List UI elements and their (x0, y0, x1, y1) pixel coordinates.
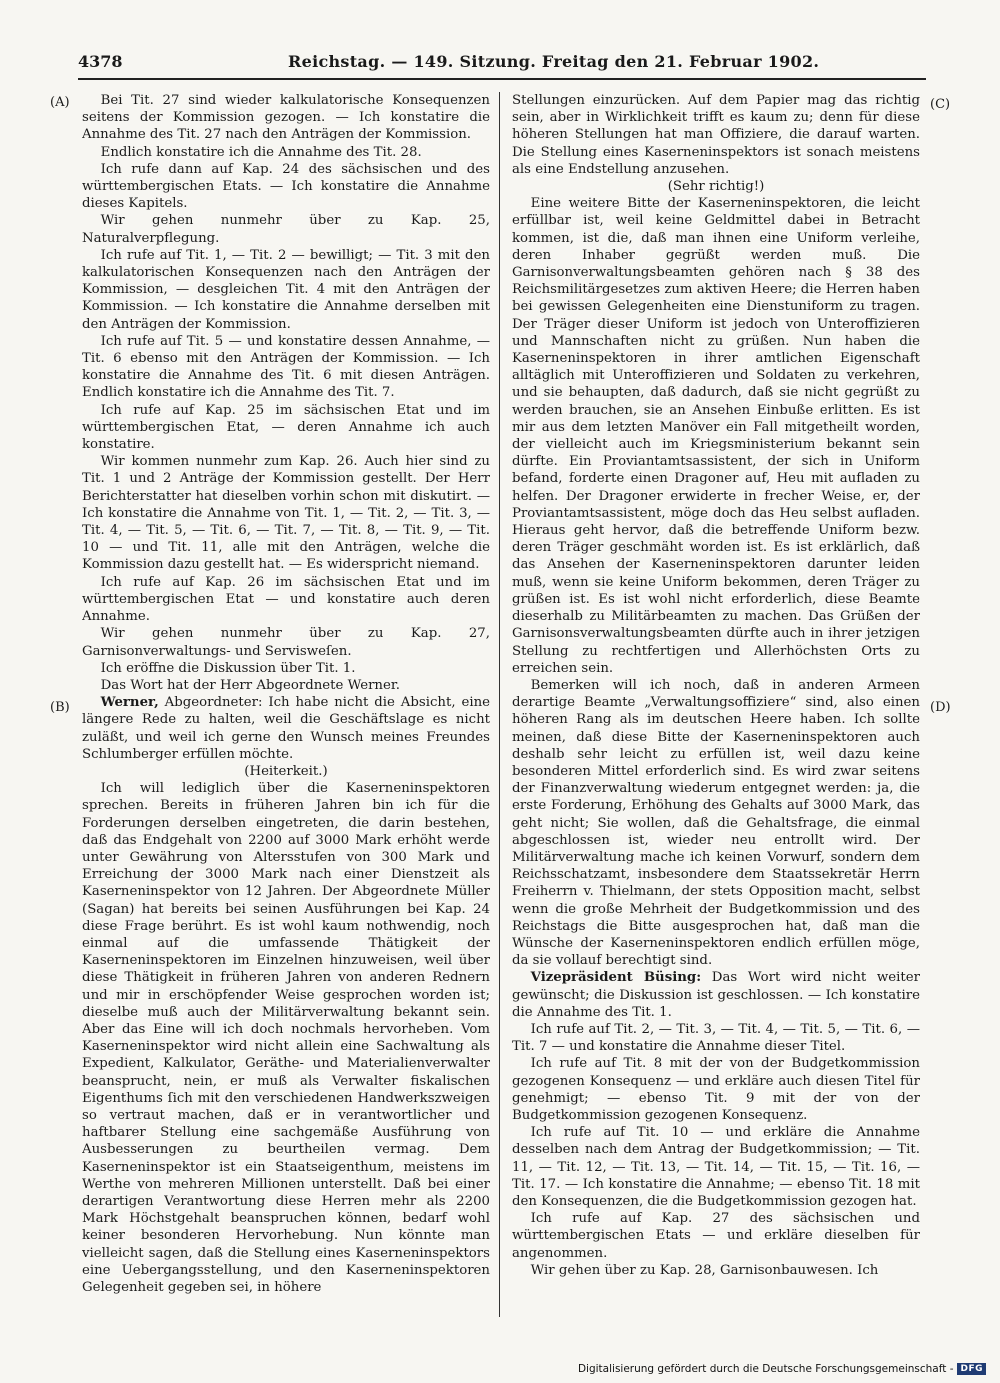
paragraph: Wir gehen nunmehr über zu Kap. 27, Garnisonverwaltungs- und Servisweſen. (82, 626, 490, 659)
page-number: 4378 (78, 52, 123, 71)
vice-president-statement (512, 969, 920, 1021)
paragraph: Das Wort hat der Herr Abgeordnete Werner. (100, 677, 400, 693)
speech-opening: Abgeordneter: Ich habe nicht die Absicht, eine längere Rede zu halten, weil die Geschäftslage es nicht zuläßt, und weil ich gerne den Wunsch meines Freundes Schlumberger erfüllen möchte. (82, 695, 490, 762)
paragraph: Wir gehen über zu Kap. 28, Garnisonbauwesen. Ich (530, 1262, 879, 1278)
paragraph: Ich rufe auf Tit. 5 — und konstatire dessen Annahme, — Tit. 6 ebenso mit den Anträgen der Kommission. — Ich konstatire die Annahme des Tit. 6 mit diesen Anträgen. Endlich konstatire ich die Annahme des Tit. 7. (82, 333, 490, 401)
speech-intro (82, 694, 490, 763)
margin-mark-a: (A) (50, 95, 70, 110)
paragraph: Ich rufe auf Kap. 26 im sächsischen Etat und im württembergischen Etat — und konstatire auch deren Annahme. (82, 574, 490, 625)
paragraph: Ich rufe auf Tit. 2, — Tit. 3, — Tit. 4, — Tit. 5, — Tit. 6, — Tit. 7 — und konstatire die Annahme dieser Titel. (512, 1021, 920, 1055)
paragraph: Stellungen einzurücken. Auf dem Papier mag das richtig sein, aber in Wirklichkeit trifft es kaum zu; denn für diese höheren Stellungen hat man Offiziere, die darauf warten. Die Stellung eines Kaserneninspektors ist sonach meistens als eine Endstellung anzusehen. (512, 93, 920, 177)
margin-mark-d: (D) (930, 700, 951, 715)
paragraph: Ich rufe auf Kap. 25 im sächsischen Etat und im württembergischen Etat, — deren Annahme ich auch konstatire. (82, 402, 490, 453)
interjection: (Heiterkeit.) (244, 763, 328, 779)
right-column (512, 92, 920, 1317)
margin-mark-b: (B) (50, 700, 70, 715)
speaker-name: Vizepräsident Büsing: (530, 970, 702, 986)
paragraph: Ich rufe auf Tit. 8 mit der von der Budgetkommission gezogenen Konsequenz — und erkläre auch diesen Titel für genehmigt; — ebenso Tit. 9 mit der von der Budgetkommission gezogenen Konsequenz. (512, 1056, 920, 1123)
paragraph: Bei Tit. 27 sind wieder kalkulatorische Konsequenzen seitens der Kommission gezogen. — Ich konstatire die Annahme des Tit. 27 nach den Anträgen der Kommission. (82, 93, 490, 143)
paragraph: Eine weitere Bitte der Kaserneninspektoren, die leicht erfüllbar ist, weil keine Geldmittel dabei in Betracht kommen, ist die, daß man ihnen eine Uniform verleihe, deren Inhaber gegrüßt werden muß. Die Garnisonverwaltungsbeamten gehören nach § 38 des Reichsmilitärgesetzes zum aktiven Heere; die Herren haben bei gewissen Gelegenheiten eine Dienstuniform zu tragen. Der Träger dieser Uniform ist jedoch von Unteroffizieren und Mannschaften nicht zu grüßen. Nun haben die Kaserneninspektoren in ihrer amtlichen Eigenschaft alltäglich mit Unteroffizieren und Soldaten zu verkehren, und sie behaupten, daß dadurch, daß sie nicht gegrüßt zu werden brauchen, sie an Ansehen Einbuße erlitten. Es ist mir aus dem letzten Manöver ein Fall mitgetheilt worden, der vielleicht auch im Kriegsministerium bekannt sein dürfte. Ein Proviantamtsassistent, der sich in Uniform befand, forderte einen Dragoner auf, Heu mit aufladen zu helfen. Der Dragoner erwiderte in frecher Weise, er, der Proviantamtsassistent, möge doch das Heu selbst aufladen. Hieraus geht hervor, daß die betreffende Uniform bezw. deren Träger geschmäht worden ist. Es ist erklärlich, daß das Ansehen der Kaserneninspektoren darunter leiden muß, wenn sie keine Uniform bekommen, deren Träger zu grüßen ist. Es ist wohl nicht erforderlich, diese Beamte dieserhalb zu Militärbeamten zu machen. Das Grüßen der Garnisonsverwaltungsbeamten dürfte auch in ihrer jetzigen Stellung zu rechtfertigen und Allerhöchsten Orts zu erreichen sein. (512, 196, 920, 676)
dfg-logo: DFG (957, 1363, 986, 1375)
margin-mark-c: (C) (930, 97, 951, 112)
speaker-name: Werner, (100, 695, 159, 711)
speech-body: Ich will lediglich über die Kaserneninspektoren sprechen. Bereits in früheren Jahren bin ich für die Forderungen derselben eingetreten, die darin bestehen, daß das Endgehalt von 2200 auf 3000 Mark erhöht werde unter Gewährung von Altersstufen von 300 Mark und Erreichung der 3000 Mark nach einer Dienstzeit als Kaserneninspektor von 12 Jahren. Der Abgeordnete Müller (Sagan) hat bereits bei seinen Ausführungen bei Kap. 24 diese Frage berührt. Es ist wohl kaum nothwendig, noch einmal auf die umfassende Thätigkeit der Kaserneninspektoren im Einzelnen hinzuweisen, weil über diese Thätigkeit in früheren Jahren von anderen Rednern und mir in erschöpfender Weise gesprochen worden ist; dieselbe muß auch der Militärverwaltung bekannt sein. Aber das Eine will ich doch nochmals hervorheben. Vom Kaserneninspektor wird nicht allein eine Sachwaltung als Expedient, Kalkulator, Geräthe- und Materialienverwalter beansprucht, nein, er muß als Verwalter fiskalischen Eigenthums ſich mit den verschiedenen Handwerkszweigen so vertraut machen, daß er in verantwortlicher und haftbarer Stellung eine sachgemäße Ausführung von Ausbesserungen zu beurtheilen vermag. Dem Kaserneninspektor ist ein Staatseigenthum, meistens im Werthe von mehreren Millionen unterstellt. Daß bei einer derartigen Verantwortung diese Herren mehr als 2200 Mark Höchstgehalt beanspruchen können, bedarf wohl keiner besonderen Hervorhebung. Nun könnte man vielleicht sagen, daß die Stellung eines Kaserneninspektors eine Uebergangsstellung, und den Kaserneninspektoren Gelegenheit gegeben sei, in höhere (82, 781, 490, 1296)
paragraph: Ich rufe auf Kap. 27 des sächsischen und württembergischen Etats — und erkläre dieselben für angenommen. (512, 1211, 920, 1261)
paragraph: Wir gehen nunmehr über zu Kap. 25, Naturalverpflegung. (82, 213, 490, 246)
statement-text: Das Wort wird nicht weiter gewünscht; die Diskussion ist geschlossen. — Ich konstatire die Annahme des Tit. 1. (512, 970, 920, 1020)
paragraph: Ich rufe auf Tit. 10 — und erkläre die Annahme desselben nach dem Antrag der Budgetkommission; — Tit. 11, — Tit. 12, — Tit. 13, — Tit. 14, — Tit. 15, — Tit. 16, — Tit. 17. — Ich konstatire die Annahme; — ebenso Tit. 18 mit den Konsequenzen, die die Budgetkommission gezogen hat. (512, 1125, 920, 1209)
footer-credit (578, 1363, 986, 1375)
paragraph: Endlich konstatire ich die Annahme des Tit. 28. (100, 144, 422, 160)
interjection: (Sehr richtig!) (667, 179, 765, 195)
footer-text: Digitalisierung gefördert durch die Deutsche Forschungsgemeinschaft - (577, 1363, 954, 1375)
paragraph: Bemerken will ich noch, daß in anderen Armeen derartige Beamte „Verwaltungsoffiziere“ sind, also einen höheren Rang als im deutschen Heere haben. Ich sollte meinen, daß diese Bitte der Kaserneninspektoren auch deshalb sehr leicht zu erfüllen ist, weil dazu keine besonderen Mittel erforderlich sind. Es wird zwar seitens der Finanzverwaltung wiederum entgegnet werden: ja, die erste Forderung, Erhöhung des Gehalts auf 3000 Mark, das geht nicht; Sie wollen, daß die Gehaltsfrage, die einmal abgeschlossen ist, wieder neu entrollt wird. Der Militärverwaltung mache ich keinen Vorwurf, sondern dem Reichsschatzamt, insbesondere dem Staatssekretär Herrn Freiherrn v. Thielmann, der stets Opposition macht, selbst wenn die große Mehrheit der Budgetkommission und des Reichstags die Bitte ausgesprochen hat, daß man die Wünsche der Kaserneninspektoren endlich erfüllen möge, da sie vollauf berechtigt sind. (512, 677, 920, 969)
running-head: Reichstag. — 149. Sitzung. Freitag den 21. Februar 1902. (288, 52, 820, 71)
paragraph: Ich eröffne die Diskussion über Tit. 1. (100, 660, 356, 676)
paragraph: Ich rufe auf Tit. 1, — Tit. 2 — bewilligt; — Tit. 3 mit den kalkulatorischen Konsequenzen nach den Anträgen der Kommission, — desgleichen Tit. 4 mit den Anträgen der Kommission. — Ich konstatire die Annahme derselben mit den Anträgen der Kommission. (82, 247, 490, 332)
paragraph: Wir kommen nunmehr zum Kap. 26. Auch hier sind zu Tit. 1 und 2 Anträge der Kommission gestellt. Der Herr Berichterstatter hat dieselben vorhin schon mit diskutirt. — Ich konstatire die Annahme von Tit. 1, — Tit. 2, — Tit. 3, — Tit. 4, — Tit. 5, — Tit. 6, — Tit. 7, — Tit. 8, — Tit. 9, — Tit. 10 — und Tit. 11, alle mit den Anträgen, welche die Kommission dazu gestellt hat. — Es widerspricht niemand. (82, 454, 490, 573)
paragraph: Ich rufe dann auf Kap. 24 des sächsischen und des württembergischen Etats. — Ich konstatire die Annahme dieses Kapitels. (82, 161, 490, 212)
left-column (82, 92, 490, 1317)
column-divider (499, 92, 500, 1317)
page-header (78, 50, 926, 80)
